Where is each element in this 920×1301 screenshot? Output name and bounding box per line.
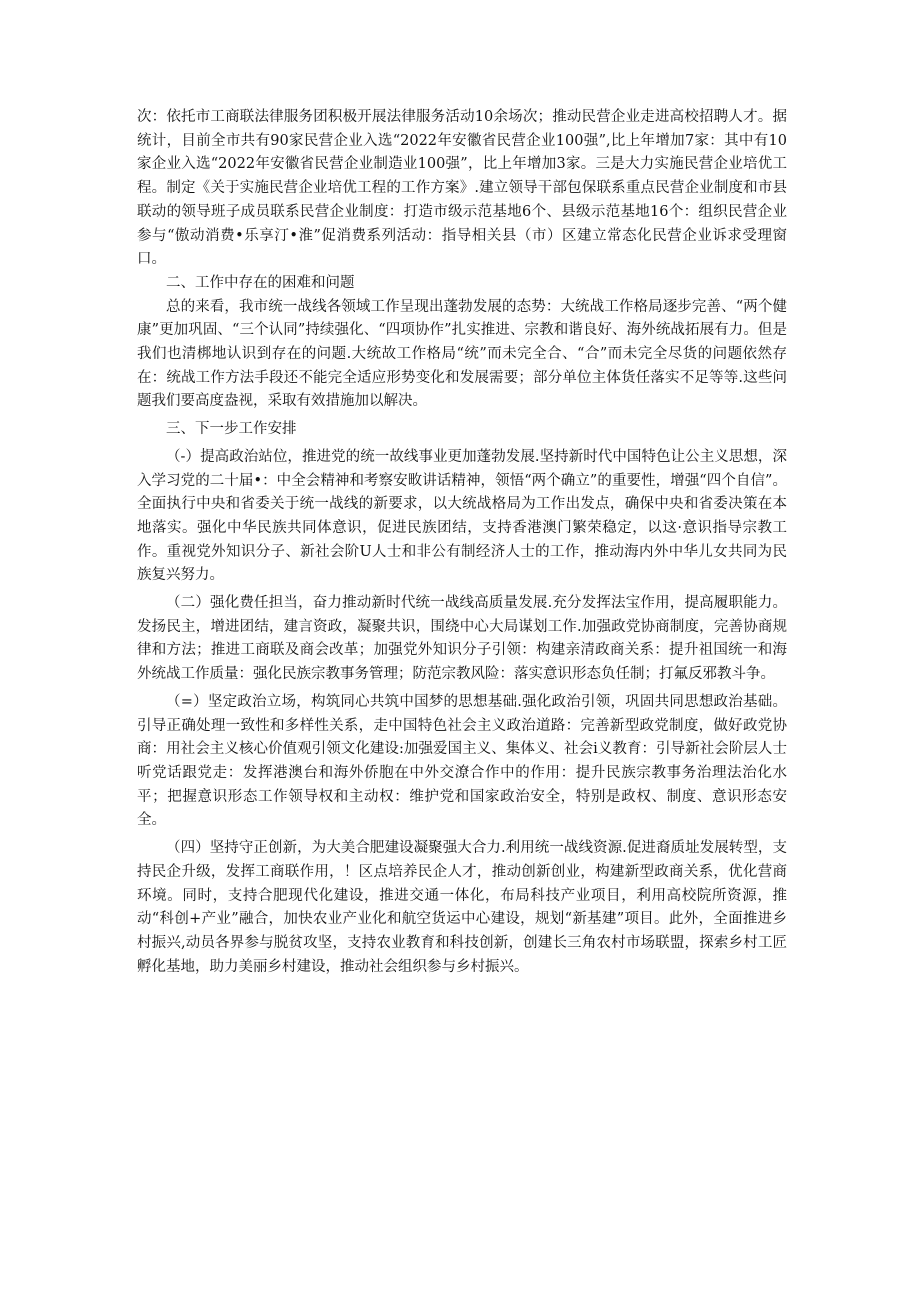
paragraph-item-4: （四）坚持守正创新，为大美合肥建设凝聚强大合力.利用统一战线资源.促进裔质址发展转型，支持民企升级，发挥工商联作用，！区点培养民企人才，推动创新创业，构建新型政商关系，优化营商环境。同时，支持合肥现代化建设，推进交通一体化，布局科技产业项目，利用高校院所资源，推动“科创+产业”融合，加快农业产业化和航空货运中心建设，规划“新基建”项目。此外，全面推进乡村振兴,动员各界参与脱贫攻坚，支持农业教育和科技创新，创建长三角农村市场联盟，探索乡村工匠孵化基地，助力美丽乡村建设，推动社会组织参与乡村振兴。	[137, 840, 787, 975]
paragraph-item-3: （=）坚定政治立场，构筑同心共筑中国梦的思想基础.强化政治引领，巩固共同思想政治基础。引导正确处理一致性和多样性关系，走中国特色社会主义政治道路：完善新型政党制度，做好政党协商：用社会主义核心价值观引领文化建设:加强爱国主义、集体义、社会i义教育：引导新社会阶层人士听党话跟党走：发挥港澳台和海外侨胞在中外交潦合作中的作用：提升民族宗教事务治理法治化水平；把握意识形态工作领导权和主动权：维护党和国家政治安全，特别是政权、制度、意识形态安全。	[137, 693, 787, 829]
paragraph-item-1: （-）提高政治站位，推进党的统一故线事业更加蓬勃发展.坚持新时代中国特色让公主义思想，深入学习党的二十届•：中全会精神和考察安畋讲话精神，领悟“两个确立”的重要性，增强“四个自信”。全面执行中央和省委关于统一战线的新要求，以大统战格局为工作出发点，确保中央和省委决策在本地落实。强化中华民族共同体意识，促进民族团结，支持香港澳门繁荣稳定，以这·意识指导宗教工作。重视党外知识分子、新社会阶U人士和非公有制经济人士的工作，推动海内外中华儿女共同为民族复兴努力。	[137, 448, 787, 584]
section-heading-next-steps: 三、下一步工作安排	[166, 421, 297, 438]
document-body	[137, 106, 787, 979]
paragraph-continuation: 次：依托市工商联法律服务团积极开展法律服务活动10余场次；推动民营企业走进高校招聘人才。据统计，目前全市共有90家民营企业入选“2022年安徽省民营企业100强”,比上年增加7家：其中有10家企业入选“2022年安徽省民营企业制造业100强”，比上年增加3家。三是大力实施民营企业培优工程。制定《关于实施民营企业培优工程的工作方案》.建立领导干部包保联系重点民营企业制度和市县联动的领导班子成员联系民营企业制度：打造市级示范基地6个、县级示范基地16个：组织民营企业参与“傲动消费•乐享汀•淮”促消费系列活动：指导相关县（市）区建立常态化民营企业诉求受理窗口。	[137, 109, 787, 268]
paragraph-item-2: （二）强化费任担当，奋力推动新时代统一战线高质量发展.充分发挥法宝作用，提高履职能力。发扬民主，增进团结，建言资政，凝聚共识，围绕中心大局谋划工作.加强政党协商制度，完善协商规律和方法；推进工商联及商会改革；加强党外知识分子引领：构建亲清政商关系：提升祖国统一和海外统战工作质量：强化民族宗教事务管理；防范宗教风险：落实意识形态负任制；打氟反邪教斗争。	[137, 595, 787, 683]
paragraph-problems: 总的来看，我市统一战线各领域工作呈现出蓬勃发展的态势：大统战工作格局逐步完善、“两个健康”更加巩固、“三个认同”持续强化、“四项协作”扎实推进、宗教和谐良好、海外统战拓展有力。但是我们也清梆地认识到存在的问题.大统故工作格局“统”而未完全合、“合”而未完全尽货的问题依然存在：统战工作方法手段还不能完全适应形势变化和发展需要；部分单位主体货任落实不足等等.这些问题我们要高度盎视，采取有效措施加以解决。	[137, 298, 787, 410]
section-heading-difficulties: 二、工作中存在的困难和问题	[166, 274, 355, 291]
